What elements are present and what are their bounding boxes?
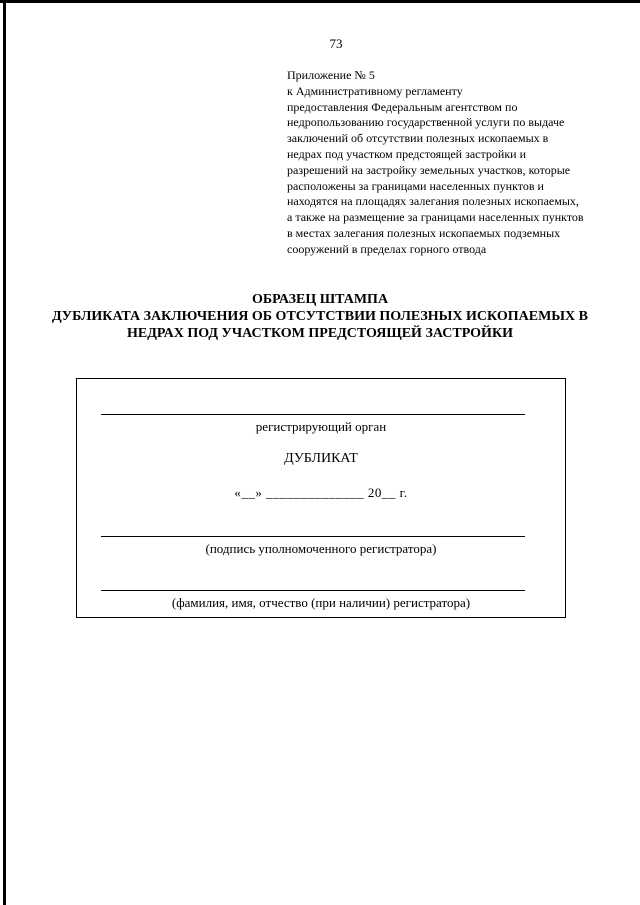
annex-line: предоставления Федеральным агентством по	[287, 99, 518, 114]
annex-line: заключений об отсутствии полезных ископаемых в	[287, 131, 549, 146]
duplicate-label: ДУБЛИКАТ	[284, 451, 358, 466]
name-fill-line	[101, 590, 525, 591]
annex-line: недропользованию государственной услуги по выдаче	[287, 115, 565, 130]
document-title-line: НЕДРАХ ПОД УЧАСТКОМ ПРЕДСТОЯЩЕЙ ЗАСТРОЙКИ	[127, 326, 513, 341]
stamp-sample-box	[76, 378, 566, 618]
annex-line: а также на размещение за границами населенных пунктов	[287, 210, 584, 225]
date-fill-line: «__» ______________ 20__ г.	[234, 485, 408, 500]
scan-artifact-top-border	[0, 0, 640, 3]
annex-line: разрешений на застройку земельных участков, которые	[287, 162, 571, 177]
signature-label: (подпись уполномоченного регистратора)	[205, 541, 437, 556]
annex-line: недрах под участком предстоящей застройки и	[287, 146, 526, 161]
annex-line: в местах залегания полезных ископаемых подземных	[287, 225, 561, 240]
document-title-line: ДУБЛИКАТА ЗАКЛЮЧЕНИЯ ОБ ОТСУТСТВИИ ПОЛЕЗНЫХ ИСКОПАЕМЫХ В	[52, 309, 588, 324]
registering-authority-fill-line	[101, 414, 525, 415]
scan-artifact-left-border	[3, 0, 6, 905]
annex-line: к Административному регламенту	[287, 83, 463, 98]
registering-authority-label: регистрирующий орган	[255, 419, 387, 434]
annex-line: расположены за границами населенных пунктов и	[287, 178, 544, 193]
annex-line: сооружений в пределах горного отвода	[287, 241, 487, 256]
annex-header-block	[287, 68, 627, 258]
document-title	[0, 291, 640, 342]
signature-fill-line	[101, 536, 525, 537]
annex-line: находятся на площадях залегания полезных ископаемых,	[287, 194, 579, 209]
annex-line: Приложение № 5	[287, 68, 375, 82]
page-number: 73	[329, 36, 343, 51]
name-label: (фамилия, имя, отчество (при наличии) регистратора)	[171, 595, 471, 610]
document-title-line: ОБРАЗЕЦ ШТАМПА	[251, 292, 389, 307]
